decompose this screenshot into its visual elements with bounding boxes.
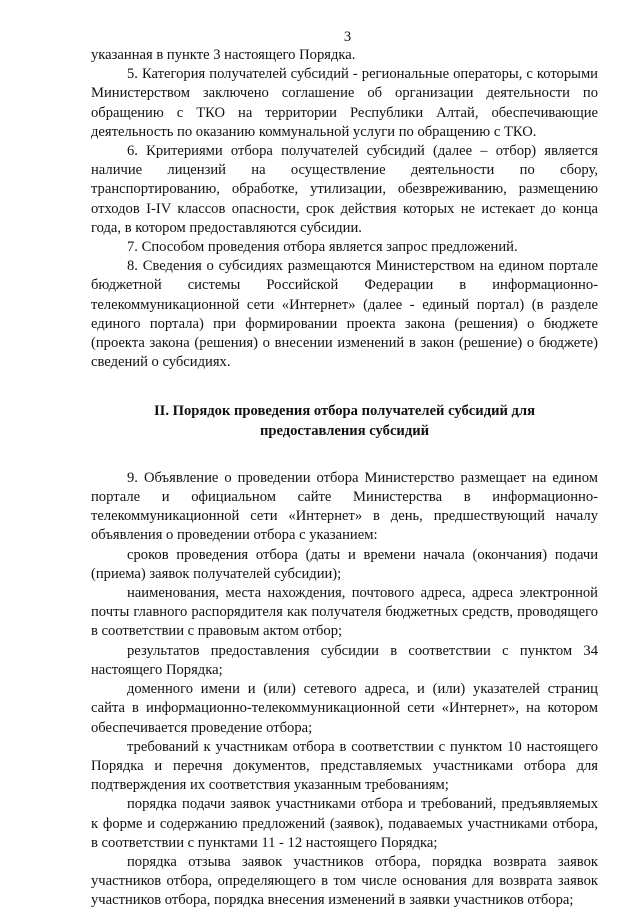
page-number: 3 (343, 29, 352, 45)
body-text-after (91, 469, 598, 911)
section-title (91, 402, 598, 440)
paragraph: 9. Объявление о проведении отбора Министерство размещает на едином портале и официальном сайте Министерства в информационно-телекоммуникационной сети «Интернет» в день, предшествующий началу объявления о проведении отбора с указанием: (91, 469, 598, 544)
paragraph: сроков проведения отбора (даты и времени начала (окончания) подачи (приема) заявок получателей субсидии); (91, 546, 598, 582)
paragraph: 6. Критериями отбора получателей субсидий (далее – отбор) является наличие лицензий на осуществление деятельности по сбору, транспортированию, обработке, утилизации, обезвреживанию, размещению отходов I-IV классов опасности, срок действия которых не истекает до конца года, в котором предоставляются субсидии. (91, 143, 598, 236)
paragraph: 5. Категория получателей субсидий - региональные операторы, с которыми Министерством заключено соглашение об организации деятельности по обращению с ТКО на территории Республики Алтай, обеспечивающие деятельность по оказанию коммунальной услуги по обращению с ТКО. (91, 66, 598, 140)
paragraph: доменного имени и (или) сетевого адреса, и (или) указателей страниц сайта в информационно-телекоммуникационной сети «Интернет», на котором обеспечивается проведение отбора; (91, 681, 598, 736)
section-title-line-2: предоставления субсидий (259, 422, 430, 439)
paragraph: порядка отзыва заявок участников отбора, порядка возврата заявок участников отбора, определяющего в том числе основания для возврата заявок участников отбора, порядка внесения изменений в заявки участников отбора; (91, 853, 598, 909)
body-text-before (91, 46, 598, 372)
paragraph: наименования, места нахождения, почтового адреса, адреса электронной почты главного распорядителя как получателя бюджетных средств, проводящего в соответствии с правовым актом отбор; (91, 585, 598, 640)
paragraph: результатов предоставления субсидии в соответствии с пунктом 34 настоящего Порядка; (91, 642, 598, 678)
paragraph: 7. Способом проведения отбора является запрос предложений. (127, 239, 518, 256)
paragraph: порядка подачи заявок участниками отбора и требований, предъявляемых к форме и содержанию предложений (заявок), подаваемых участниками отбора, в соответствии с пунктами 11 - 12 настоящего Порядка; (91, 796, 598, 851)
section-title-line-1: II. Порядок проведения отбора получателей субсидий для (153, 403, 536, 420)
paragraph: 8. Сведения о субсидиях размещаются Министерством на едином портале бюджетной системы Российской Федерации в информационно-телекоммуникационной сети «Интернет» (далее - единый портал) (в разделе единого портала) при формировании проекта закона (решения) о бюджете (проекта закона (решения) о внесении изменений в закон (решение) о бюджете) сведений о субсидиях. (91, 258, 598, 371)
paragraph: указанная в пункте 3 настоящего Порядка. (91, 47, 356, 63)
paragraph: требований к участникам отбора в соответствии с пунктом 10 настоящего Порядка и перечня документов, представляемых участниками отбора для подтверждения их соответствия указанным требованиям; (91, 738, 598, 794)
